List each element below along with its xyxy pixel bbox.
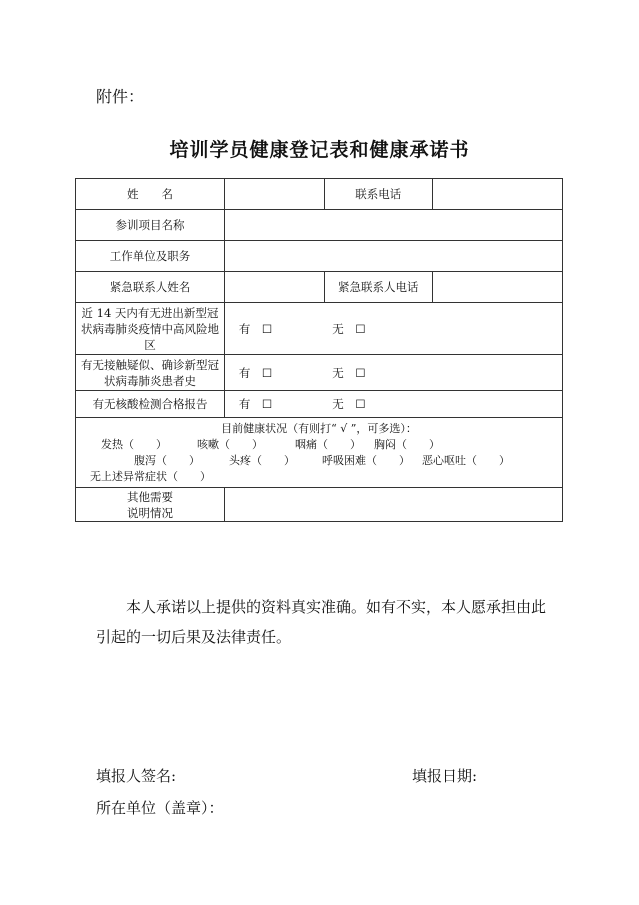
name-field[interactable]: [224, 179, 324, 210]
phone-field[interactable]: [432, 179, 562, 210]
travel-options: [224, 303, 562, 355]
emergency-phone-field[interactable]: [432, 272, 562, 303]
unit-seal-label: 所在单位（盖章）：: [96, 799, 224, 817]
travel-no-checkbox[interactable]: 无 ☐: [332, 321, 366, 336]
symptom-fever[interactable]: 发热（ ）: [101, 437, 167, 451]
health-registration-table: [75, 178, 563, 522]
contact-yes-checkbox[interactable]: 有 ☐: [238, 365, 273, 380]
emergency-name-field[interactable]: [224, 272, 324, 303]
signature-label: 填报人签名:: [96, 767, 177, 785]
symptom-nausea[interactable]: 恶心呕吐（ ）: [422, 453, 510, 467]
symptom-chest-tightness[interactable]: 胸闷（ ）: [374, 437, 440, 451]
date-label: 填报日期:: [412, 767, 478, 785]
test-options: [224, 391, 562, 418]
health-status-header: 目前健康状况（有则打“ √ ”，可多选）：: [221, 421, 417, 435]
contact-no-checkbox[interactable]: 无 ☐: [332, 365, 366, 380]
other-field[interactable]: [224, 488, 562, 522]
contact-question: 有无接触疑似、确诊新型冠状病毒肺炎患者史: [76, 355, 225, 391]
symptom-none[interactable]: 无上述异常症状（ ）: [90, 469, 211, 483]
contact-options: [224, 355, 562, 391]
test-yes-checkbox[interactable]: 有 ☐: [238, 397, 273, 411]
form-title: 培训学员健康登记表和健康承诺书: [169, 139, 470, 161]
health-status-cell: [76, 418, 563, 488]
symptom-sore-throat[interactable]: 咽痛（ ）: [295, 437, 361, 451]
project-label: 参训项目名称: [76, 210, 225, 241]
attachment-label: 附件：: [96, 87, 145, 106]
work-unit-field[interactable]: [224, 241, 562, 272]
other-label: 其他需要 说明情况: [76, 488, 225, 522]
symptom-diarrhea[interactable]: 腹泻（ ）: [134, 453, 200, 467]
emergency-phone-label: 紧急联系人电话: [324, 272, 432, 303]
travel-yes-checkbox[interactable]: 有 ☐: [238, 321, 273, 336]
symptom-cough[interactable]: 咳嗽（ ）: [197, 437, 263, 451]
test-no-checkbox[interactable]: 无 ☐: [332, 397, 366, 411]
test-question: 有无核酸检测合格报告: [76, 391, 225, 418]
travel-question: 近 14 天内有无进出新型冠状病毒肺炎疫情中高风险地区: [76, 303, 225, 355]
work-unit-label: 工作单位及职务: [76, 241, 225, 272]
pledge-line-2: 引起的一切后果及法律责任。: [96, 628, 292, 646]
name-label: 姓 名: [76, 179, 225, 210]
pledge-line-1: 本人承诺以上提供的资料真实准确。如有不实，本人愿承担由此: [126, 598, 547, 616]
project-field[interactable]: [224, 210, 562, 241]
phone-label: 联系电话: [324, 179, 432, 210]
symptom-breathing[interactable]: 呼吸困难（ ）: [322, 453, 410, 467]
emergency-name-label: 紧急联系人姓名: [76, 272, 225, 303]
symptom-headache[interactable]: 头疼（ ）: [229, 453, 295, 467]
